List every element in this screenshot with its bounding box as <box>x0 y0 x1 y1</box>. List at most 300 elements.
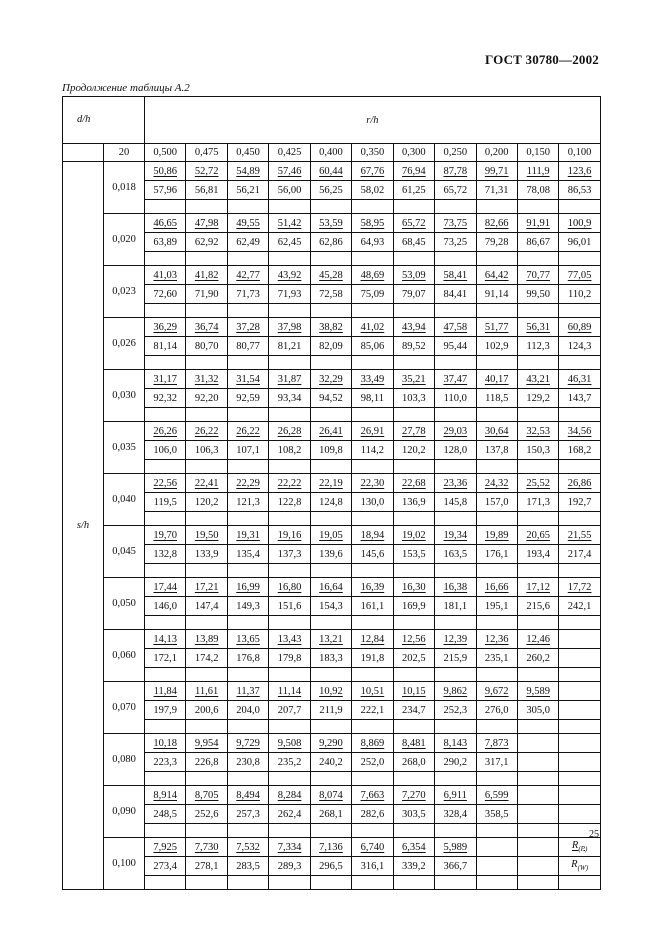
row-gap <box>476 668 517 682</box>
row-gap <box>227 824 268 838</box>
value-cell-r2: 56,00 <box>269 181 310 200</box>
value-cell-r1: 22,30 <box>352 474 393 493</box>
d-h-value: 20 <box>104 144 145 162</box>
empty-cell <box>476 857 517 876</box>
value-cell-r2: 240,2 <box>310 753 351 772</box>
value-cell-r1: 10,18 <box>145 734 186 753</box>
row-gap <box>186 460 227 474</box>
value-cell-r2: 81,14 <box>145 337 186 356</box>
r-h-column-header: 0,500 <box>145 144 186 162</box>
value-cell-r2: 197,9 <box>145 701 186 720</box>
value-cell-r2: 179,8 <box>269 649 310 668</box>
row-gap <box>186 668 227 682</box>
value-cell-r1: 19,16 <box>269 526 310 545</box>
value-cell-r1: 8,494 <box>227 786 268 805</box>
row-gap <box>476 824 517 838</box>
value-cell-r2: 96,01 <box>559 233 600 252</box>
row-gap <box>145 356 186 370</box>
row-gap <box>145 720 186 734</box>
value-cell-r1: 19,70 <box>145 526 186 545</box>
value-cell-r2: 78,08 <box>517 181 558 200</box>
value-cell-r1: 30,64 <box>476 422 517 441</box>
row-gap <box>393 512 434 526</box>
value-cell-r2: 62,92 <box>186 233 227 252</box>
row-gap <box>559 616 600 630</box>
value-cell-r2: 176,1 <box>476 545 517 564</box>
empty-cell <box>517 753 558 772</box>
s-h-value: 0,060 <box>104 630 145 682</box>
value-cell-r2: 107,1 <box>227 441 268 460</box>
row-gap <box>352 564 393 578</box>
value-cell-r1: 37,47 <box>435 370 476 389</box>
value-cell-r2: 85,06 <box>352 337 393 356</box>
value-cell-r1: 16,80 <box>269 578 310 597</box>
row-gap <box>227 772 268 786</box>
row-gap <box>186 512 227 526</box>
s-h-label: s/h <box>63 162 104 890</box>
value-cell-r2: 56,21 <box>227 181 268 200</box>
value-cell-r2: 257,3 <box>227 805 268 824</box>
value-cell-r2: 252,6 <box>186 805 227 824</box>
r-h-group-header: r/h <box>145 97 601 144</box>
value-cell-r1: 19,50 <box>186 526 227 545</box>
row-gap <box>517 408 558 422</box>
value-cell-r1: 9,589 <box>517 682 558 701</box>
row-gap <box>435 616 476 630</box>
row-gap <box>559 876 600 890</box>
value-cell-r1: 34,56 <box>559 422 600 441</box>
value-cell-r1: 53,59 <box>310 214 351 233</box>
row-gap <box>559 304 600 318</box>
value-cell-r2: 282,6 <box>352 805 393 824</box>
value-cell-r1: 7,532 <box>227 838 268 857</box>
row-gap <box>269 252 310 266</box>
value-cell-r2: 71,90 <box>186 285 227 304</box>
value-cell-r2: 296,5 <box>310 857 351 876</box>
row-gap <box>186 408 227 422</box>
legend-r-w-main: R <box>571 859 578 871</box>
value-cell-r2: 154,3 <box>310 597 351 616</box>
value-cell-r1: 8,143 <box>435 734 476 753</box>
empty-cell <box>517 805 558 824</box>
data-table <box>62 96 601 890</box>
value-cell-r1: 77,05 <box>559 266 600 285</box>
row-gap <box>186 200 227 214</box>
value-cell-r2: 145,8 <box>435 493 476 512</box>
row-gap <box>435 824 476 838</box>
row-gap <box>435 460 476 474</box>
value-cell-r1: 22,22 <box>269 474 310 493</box>
row-gap <box>310 512 351 526</box>
row-gap <box>476 720 517 734</box>
value-cell-r1: 8,284 <box>269 786 310 805</box>
row-gap <box>435 200 476 214</box>
row-gap <box>269 200 310 214</box>
value-cell-r2: 75,09 <box>352 285 393 304</box>
row-gap <box>393 876 434 890</box>
value-cell-r1: 13,21 <box>310 630 351 649</box>
value-cell-r1: 11,61 <box>186 682 227 701</box>
value-cell-r1: 6,740 <box>352 838 393 857</box>
value-cell-r1: 65,72 <box>393 214 434 233</box>
value-cell-r2: 146,0 <box>145 597 186 616</box>
value-cell-r2: 151,6 <box>269 597 310 616</box>
value-cell-r2: 124,3 <box>559 337 600 356</box>
value-cell-r2: 147,4 <box>186 597 227 616</box>
row-gap <box>435 356 476 370</box>
value-cell-r1: 5,989 <box>435 838 476 857</box>
value-cell-r1: 11,37 <box>227 682 268 701</box>
row-gap <box>186 564 227 578</box>
value-cell-r1: 13,89 <box>186 630 227 649</box>
empty-cell <box>517 838 558 857</box>
value-cell-r2: 317,1 <box>476 753 517 772</box>
value-cell-r2: 122,8 <box>269 493 310 512</box>
value-cell-r2: 260,2 <box>517 649 558 668</box>
value-cell-r2: 92,20 <box>186 389 227 408</box>
value-cell-r2: 71,31 <box>476 181 517 200</box>
value-cell-r1: 8,074 <box>310 786 351 805</box>
row-gap <box>476 200 517 214</box>
value-cell-r2: 71,73 <box>227 285 268 304</box>
row-gap <box>186 824 227 838</box>
value-cell-r2: 222,1 <box>352 701 393 720</box>
value-cell-r1: 43,94 <box>393 318 434 337</box>
row-gap <box>435 408 476 422</box>
value-cell-r1: 99,71 <box>476 162 517 181</box>
row-gap <box>393 252 434 266</box>
value-cell-r1: 9,954 <box>186 734 227 753</box>
value-cell-r2: 110,0 <box>435 389 476 408</box>
value-cell-r2: 316,1 <box>352 857 393 876</box>
value-cell-r2: 176,8 <box>227 649 268 668</box>
value-cell-r2: 118,5 <box>476 389 517 408</box>
value-cell-r1: 46,65 <box>145 214 186 233</box>
row-gap <box>310 772 351 786</box>
value-cell-r1: 29,03 <box>435 422 476 441</box>
value-cell-r2: 106,3 <box>186 441 227 460</box>
row-gap <box>517 616 558 630</box>
row-gap <box>310 720 351 734</box>
row-gap <box>352 304 393 318</box>
value-cell-r1: 87,78 <box>435 162 476 181</box>
empty-cell <box>476 838 517 857</box>
row-gap <box>227 408 268 422</box>
row-gap <box>145 200 186 214</box>
r-h-column-header: 0,250 <box>435 144 476 162</box>
value-cell-r1: 43,92 <box>269 266 310 285</box>
value-cell-r2: 161,1 <box>352 597 393 616</box>
value-cell-r2: 163,5 <box>435 545 476 564</box>
row-gap <box>517 824 558 838</box>
r-h-column-header: 0,150 <box>517 144 558 162</box>
value-cell-r2: 303,5 <box>393 805 434 824</box>
value-cell-r2: 262,4 <box>269 805 310 824</box>
s-h-value: 0,080 <box>104 734 145 786</box>
value-cell-r2: 71,93 <box>269 285 310 304</box>
row-gap <box>393 564 434 578</box>
value-cell-r1: 16,39 <box>352 578 393 597</box>
row-gap <box>559 408 600 422</box>
value-cell-r2: 130,0 <box>352 493 393 512</box>
row-gap <box>310 460 351 474</box>
row-gap <box>517 720 558 734</box>
value-cell-r1: 36,29 <box>145 318 186 337</box>
value-cell-r1: 6,354 <box>393 838 434 857</box>
value-cell-r2: 171,3 <box>517 493 558 512</box>
row-gap <box>145 668 186 682</box>
row-gap <box>476 772 517 786</box>
value-cell-r2: 73,25 <box>435 233 476 252</box>
s-h-value: 0,040 <box>104 474 145 526</box>
empty-cell <box>559 630 600 649</box>
value-cell-r2: 86,67 <box>517 233 558 252</box>
row-gap <box>476 408 517 422</box>
value-cell-r2: 102,9 <box>476 337 517 356</box>
value-cell-r1: 10,92 <box>310 682 351 701</box>
row-gap <box>517 876 558 890</box>
legend-r-p <box>559 838 600 857</box>
s-h-value: 0,035 <box>104 422 145 474</box>
row-gap <box>227 668 268 682</box>
row-gap <box>559 720 600 734</box>
value-cell-r2: 56,81 <box>186 181 227 200</box>
row-gap <box>310 564 351 578</box>
row-gap <box>393 200 434 214</box>
row-gap <box>476 876 517 890</box>
value-cell-r2: 226,8 <box>186 753 227 772</box>
s-h-value: 0,026 <box>104 318 145 370</box>
value-cell-r2: 139,6 <box>310 545 351 564</box>
value-cell-r1: 31,32 <box>186 370 227 389</box>
value-cell-r1: 31,17 <box>145 370 186 389</box>
value-cell-r1: 7,730 <box>186 838 227 857</box>
row-gap <box>310 252 351 266</box>
value-cell-r1: 11,84 <box>145 682 186 701</box>
value-cell-r1: 73,75 <box>435 214 476 233</box>
row-gap <box>352 824 393 838</box>
row-gap <box>352 720 393 734</box>
value-cell-r2: 109,8 <box>310 441 351 460</box>
value-cell-r1: 48,69 <box>352 266 393 285</box>
value-cell-r2: 89,52 <box>393 337 434 356</box>
value-cell-r2: 366,7 <box>435 857 476 876</box>
value-cell-r2: 283,5 <box>227 857 268 876</box>
row-gap <box>310 200 351 214</box>
value-cell-r2: 80,70 <box>186 337 227 356</box>
value-cell-r2: 143,7 <box>559 389 600 408</box>
row-gap <box>435 720 476 734</box>
value-cell-r1: 19,31 <box>227 526 268 545</box>
value-cell-r2: 172,1 <box>145 649 186 668</box>
value-cell-r1: 41,03 <box>145 266 186 285</box>
value-cell-r2: 129,2 <box>517 389 558 408</box>
row-gap <box>559 564 600 578</box>
value-cell-r1: 19,89 <box>476 526 517 545</box>
value-cell-r1: 56,31 <box>517 318 558 337</box>
row-gap <box>145 772 186 786</box>
value-cell-r1: 22,41 <box>186 474 227 493</box>
row-gap <box>269 564 310 578</box>
row-gap <box>269 616 310 630</box>
r-h-column-header: 0,200 <box>476 144 517 162</box>
value-cell-r1: 82,66 <box>476 214 517 233</box>
value-cell-r1: 6,599 <box>476 786 517 805</box>
value-cell-r2: 234,7 <box>393 701 434 720</box>
value-cell-r2: 120,2 <box>393 441 434 460</box>
value-cell-r2: 95,44 <box>435 337 476 356</box>
value-cell-r2: 64,93 <box>352 233 393 252</box>
value-cell-r2: 92,59 <box>227 389 268 408</box>
value-cell-r1: 21,55 <box>559 526 600 545</box>
value-cell-r1: 9,290 <box>310 734 351 753</box>
row-gap <box>145 512 186 526</box>
value-cell-r1: 8,705 <box>186 786 227 805</box>
value-cell-r2: 81,21 <box>269 337 310 356</box>
value-cell-r1: 76,94 <box>393 162 434 181</box>
value-cell-r2: 202,5 <box>393 649 434 668</box>
row-gap <box>435 668 476 682</box>
s-h-value: 0,018 <box>104 162 145 214</box>
row-gap <box>435 252 476 266</box>
value-cell-r2: 106,0 <box>145 441 186 460</box>
row-gap <box>517 356 558 370</box>
value-cell-r2: 58,02 <box>352 181 393 200</box>
value-cell-r2: 68,45 <box>393 233 434 252</box>
value-cell-r1: 25,52 <box>517 474 558 493</box>
value-cell-r1: 36,74 <box>186 318 227 337</box>
empty-cell <box>559 805 600 824</box>
value-cell-r2: 92,32 <box>145 389 186 408</box>
value-cell-r2: 62,49 <box>227 233 268 252</box>
r-h-column-header: 0,425 <box>269 144 310 162</box>
value-cell-r2: 63,89 <box>145 233 186 252</box>
row-gap <box>352 200 393 214</box>
row-gap <box>186 720 227 734</box>
value-cell-r1: 49,55 <box>227 214 268 233</box>
value-cell-r2: 193,4 <box>517 545 558 564</box>
empty-cell <box>559 649 600 668</box>
row-gap <box>186 252 227 266</box>
table-continuation-caption: Продолжение таблицы А.2 <box>62 82 190 94</box>
page-number: 25 <box>589 829 599 840</box>
row-gap <box>269 304 310 318</box>
legend-r-w-sub: (W) <box>577 864 589 873</box>
row-gap <box>269 356 310 370</box>
value-cell-r2: 276,0 <box>476 701 517 720</box>
value-cell-r2: 61,25 <box>393 181 434 200</box>
value-cell-r1: 13,65 <box>227 630 268 649</box>
row-gap <box>186 772 227 786</box>
row-gap <box>476 564 517 578</box>
value-cell-r2: 114,2 <box>352 441 393 460</box>
legend-r-p-main: R <box>571 840 579 852</box>
row-gap <box>145 564 186 578</box>
value-cell-r1: 43,21 <box>517 370 558 389</box>
value-cell-r2: 137,3 <box>269 545 310 564</box>
value-cell-r1: 64,42 <box>476 266 517 285</box>
value-cell-r1: 12,84 <box>352 630 393 649</box>
value-cell-r2: 79,07 <box>393 285 434 304</box>
row-gap <box>145 304 186 318</box>
value-cell-r2: 91,14 <box>476 285 517 304</box>
value-cell-r2: 181,1 <box>435 597 476 616</box>
value-cell-r2: 242,1 <box>559 597 600 616</box>
row-gap <box>352 252 393 266</box>
value-cell-r2: 305,0 <box>517 701 558 720</box>
row-gap <box>269 772 310 786</box>
row-gap <box>352 876 393 890</box>
row-gap <box>393 772 434 786</box>
row-gap <box>186 356 227 370</box>
value-cell-r1: 45,28 <box>310 266 351 285</box>
row-gap <box>517 304 558 318</box>
value-cell-r1: 70,77 <box>517 266 558 285</box>
value-cell-r2: 289,3 <box>269 857 310 876</box>
row-gap <box>517 668 558 682</box>
row-gap <box>269 460 310 474</box>
value-cell-r2: 145,6 <box>352 545 393 564</box>
value-cell-r1: 16,66 <box>476 578 517 597</box>
value-cell-r1: 16,99 <box>227 578 268 597</box>
value-cell-r1: 6,911 <box>435 786 476 805</box>
r-h-column-header: 0,400 <box>310 144 351 162</box>
value-cell-r2: 121,3 <box>227 493 268 512</box>
value-cell-r1: 41,82 <box>186 266 227 285</box>
value-cell-r2: 84,41 <box>435 285 476 304</box>
empty-cell <box>517 734 558 753</box>
value-cell-r2: 120,2 <box>186 493 227 512</box>
row-gap <box>227 356 268 370</box>
value-cell-r2: 328,4 <box>435 805 476 824</box>
value-cell-r2: 136,9 <box>393 493 434 512</box>
value-cell-r1: 17,72 <box>559 578 600 597</box>
value-cell-r1: 18,94 <box>352 526 393 545</box>
row-gap <box>310 356 351 370</box>
empty-cell <box>517 786 558 805</box>
value-cell-r1: 7,270 <box>393 786 434 805</box>
value-cell-r2: 204,0 <box>227 701 268 720</box>
value-cell-r2: 215,9 <box>435 649 476 668</box>
empty-cell <box>517 857 558 876</box>
value-cell-r2: 65,72 <box>435 181 476 200</box>
value-cell-r2: 57,96 <box>145 181 186 200</box>
value-cell-r2: 103,3 <box>393 389 434 408</box>
value-cell-r1: 19,34 <box>435 526 476 545</box>
value-cell-r1: 16,38 <box>435 578 476 597</box>
s-h-value: 0,070 <box>104 682 145 734</box>
value-cell-r1: 53,09 <box>393 266 434 285</box>
row-gap <box>393 824 434 838</box>
row-gap <box>310 824 351 838</box>
row-gap <box>145 460 186 474</box>
value-cell-r1: 9,672 <box>476 682 517 701</box>
row-gap <box>269 824 310 838</box>
row-gap <box>476 616 517 630</box>
value-cell-r1: 91,91 <box>517 214 558 233</box>
row-gap <box>269 408 310 422</box>
value-cell-r2: 62,86 <box>310 233 351 252</box>
value-cell-r1: 13,43 <box>269 630 310 649</box>
value-cell-r2: 290,2 <box>435 753 476 772</box>
value-cell-r2: 268,0 <box>393 753 434 772</box>
row-gap <box>476 356 517 370</box>
document-header: ГОСТ 30780—2002 <box>484 52 599 67</box>
value-cell-r1: 60,44 <box>310 162 351 181</box>
row-gap <box>145 824 186 838</box>
s-h-value: 0,090 <box>104 786 145 838</box>
row-gap <box>269 668 310 682</box>
